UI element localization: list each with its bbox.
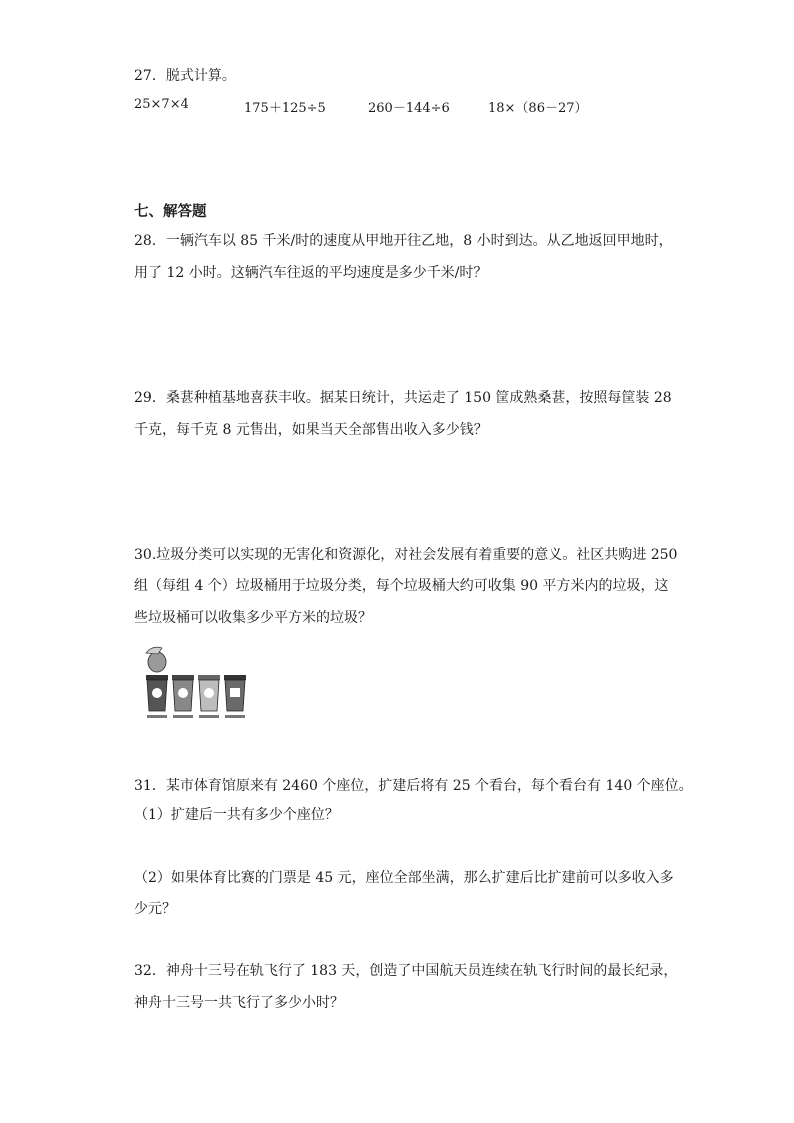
q28-line-2: 用了 12 小时。这辆汽车往返的平均速度是多少千米/时？: [134, 265, 488, 281]
q30-line-1: 30.垃圾分类可以实现的无害化和资源化，对社会发展有着重要的意义。社区共购进 250: [134, 547, 678, 563]
q27-expression-2: 175＋125÷5: [244, 101, 326, 116]
bin-4: [224, 675, 246, 711]
trash-bag-icon: [146, 647, 166, 672]
q32-line-2: 神舟十三号一共飞行了多少小时？: [134, 995, 344, 1011]
section-heading: 七、解答题: [134, 203, 207, 220]
recycle-icon: [152, 688, 162, 698]
trash-bins-image: [144, 645, 260, 723]
q31-sub-question-1: （1）扩建后一共有多少个座位？: [134, 807, 339, 823]
bin-3: [198, 675, 220, 711]
trash-icon: [230, 688, 240, 697]
q29-line-2: 千克，每千克 8 元售出，如果当天全部售出收入多少钱？: [134, 422, 488, 438]
bin-2: [172, 675, 194, 711]
q30-line-2: 组（每组 4 个）垃圾桶用于垃圾分类，每个垃圾桶大约可收集 90 平方米内的垃圾，这: [134, 578, 669, 594]
q29-line-1: 29．桑葚种植基地喜获丰收。据某日统计，共运走了 150 筐成熟桑葚，按照每筐装 28: [134, 390, 672, 406]
q31-line-1: 31．某市体育馆原来有 2460 个座位，扩建后将有 25 个看台，每个看台有 140 个座位。: [134, 778, 693, 794]
q31-sub-question-2-line-2: 少元？: [134, 901, 176, 917]
q30-line-3: 些垃圾桶可以收集多少平方米的垃圾？: [134, 610, 372, 626]
q27-expression-1: 25×7×4: [134, 97, 189, 112]
recycle-icon: [204, 688, 214, 698]
q27-title: 27．脱式计算。: [134, 68, 236, 84]
q28-line-1: 28．一辆汽车以 85 千米/时的速度从甲地开往乙地，8 小时到达。从乙地返回甲地时，: [134, 233, 673, 249]
recycle-icon: [178, 688, 188, 698]
q32-line-1: 32．神舟十三号在轨飞行了 183 天，创造了中国航天员连续在轨飞行时间的最长纪录，: [134, 963, 678, 979]
q27-expression-3: 260－144÷6: [368, 101, 450, 116]
q27-expression-4: 18×（86－27）: [488, 101, 588, 116]
bin-1: [146, 675, 168, 711]
q31-sub-question-2-line-1: （2）如果体育比赛的门票是 45 元，座位全部坐满，那么扩建后比扩建前可以多收入多: [134, 870, 674, 886]
